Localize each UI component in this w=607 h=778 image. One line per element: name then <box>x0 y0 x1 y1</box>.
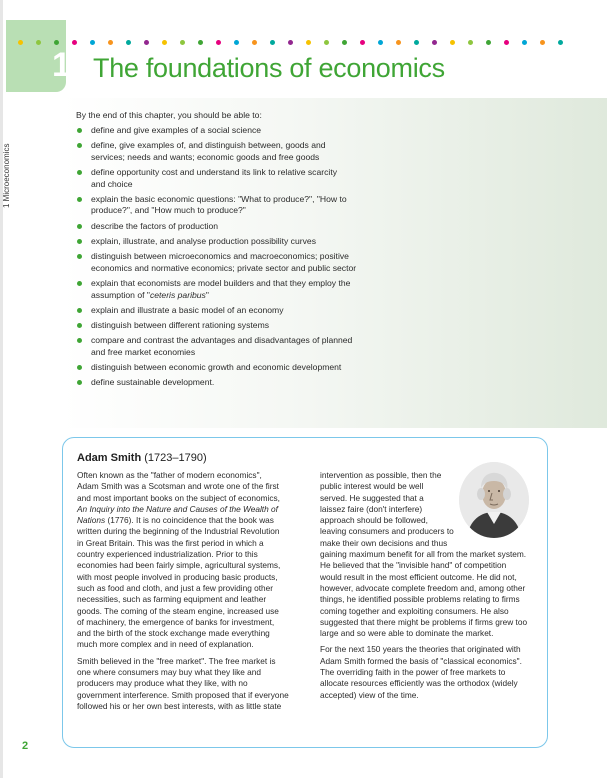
biography-line: The overriding faith in the power of free markets to <box>320 667 506 678</box>
biography-line: Often known as the "father of modern economics", <box>77 470 262 480</box>
objective-item <box>76 125 376 137</box>
bullet-icon <box>77 239 82 244</box>
biography-line: coming together and exploiting consumers. He also <box>320 605 509 616</box>
objective-line: explain the basic economic questions: "What to produce?", "How to <box>91 193 347 204</box>
objective-line: compare and contrast the advantages and disadvantages of planned <box>91 335 353 346</box>
objective-item <box>76 194 376 217</box>
learning-objectives <box>76 110 376 393</box>
decorative-dot <box>288 40 293 45</box>
decorative-dot <box>108 40 113 45</box>
objective-item <box>76 362 376 374</box>
biography-line: things, he identified possible problems relating to firms <box>320 594 520 605</box>
objective-line: describe the factors of production <box>91 220 219 231</box>
biography-line: would result in the most efficient outcome. He did not, <box>320 571 517 582</box>
decorative-dot <box>198 40 203 45</box>
portrait-illustration <box>459 462 529 538</box>
biography-line: such as food and cloth, and just a few providing other <box>77 582 274 593</box>
objective-line: produce?", and "How much to produce?" <box>91 205 246 216</box>
biography-dates: (1723–1790) <box>144 452 207 464</box>
biography-line: written during the beginning of the Industrial Revolution <box>77 526 280 537</box>
decorative-dot <box>468 40 473 45</box>
decorative-dot <box>216 40 221 45</box>
objective-item <box>76 320 376 332</box>
objective-item <box>76 251 376 274</box>
decorative-dot <box>90 40 95 45</box>
biography-line: much more complex and in need of explanation. <box>77 639 254 650</box>
decorative-dot <box>360 40 365 45</box>
biography-line: Nations (1776). It is no coincidence that the book was <box>77 515 274 526</box>
objective-item <box>76 377 376 389</box>
decorative-dot <box>306 40 311 45</box>
decorative-dot <box>180 40 185 45</box>
objective-line: distinguish between different rationing systems <box>91 320 270 331</box>
decorative-dot <box>504 40 509 45</box>
biography-line: served. He suggested that a <box>320 492 424 503</box>
bullet-icon <box>77 365 82 370</box>
decorative-dot <box>36 40 41 45</box>
biography-line: make their own decisions and thus <box>320 537 448 548</box>
bullet-icon <box>77 308 82 313</box>
decorative-dot <box>522 40 527 45</box>
bullet-icon <box>77 380 82 385</box>
biography-line: large and so were able to dominate the market. <box>320 628 494 639</box>
objective-line: assumption of "ceteris paribus" <box>91 289 209 300</box>
objective-line: define opportunity cost and understand its link to relative scarcity <box>91 166 338 177</box>
objective-line: explain and illustrate a basic model of an economy <box>91 304 284 315</box>
bullet-icon <box>77 224 82 229</box>
biography-line: necessities, such as farming equipment and leather <box>77 594 267 605</box>
biography-line: in Great Britain. This was the first period in which a <box>77 537 264 548</box>
biography-line: with most people involved in producing basic products, <box>77 571 278 582</box>
decorative-dot <box>162 40 167 45</box>
decorative-dot <box>450 40 455 45</box>
decorative-dot <box>396 40 401 45</box>
biography-line: country experienced industrialization. Prior to this <box>77 549 258 560</box>
adam-smith-portrait <box>459 462 529 538</box>
decorative-dot <box>270 40 275 45</box>
biography-line: one where consumers may buy what they like and <box>77 667 262 678</box>
biography-line: Adam Smith formed the basis of "classical economics". <box>320 655 522 666</box>
decorative-dot <box>486 40 491 45</box>
decorative-dot <box>378 40 383 45</box>
objective-line: define and give examples of a social science <box>91 124 262 135</box>
decorative-dot-row <box>18 40 578 46</box>
biography-line: government interference. Smith proposed that if everyone <box>77 689 289 700</box>
biography-line: suggested that there might be problems if firms grew too <box>320 616 528 627</box>
page-number: 2 <box>22 740 29 752</box>
bullet-icon <box>77 170 82 175</box>
biography-line: producers may produce what they like, with no <box>77 678 248 689</box>
decorative-dot <box>144 40 149 45</box>
chapter-number: 1 <box>52 46 71 84</box>
biography-line: of machinery, the emergence of banks for investment, <box>77 616 275 627</box>
bullet-icon <box>77 128 82 133</box>
biography-line: An Inquiry into the Nature and Causes of the Wealth of <box>77 503 278 514</box>
bullet-icon <box>77 197 82 202</box>
biography-line: gaining maximum benefit for all from the market system. <box>320 549 527 560</box>
objective-line: and free market economies <box>91 346 196 357</box>
page-edge <box>0 0 3 778</box>
biography-left-column <box>77 470 309 717</box>
decorative-dot <box>540 40 545 45</box>
objective-line: explain that economists are model builders and that they employ the <box>91 277 351 288</box>
decorative-dot <box>414 40 419 45</box>
biography-line: goods. The coming of the steam engine, increased use <box>77 605 279 616</box>
bullet-icon <box>77 338 82 343</box>
decorative-dot <box>558 40 563 45</box>
biography-paragraph <box>320 644 542 700</box>
decorative-dot <box>432 40 437 45</box>
bullet-icon <box>77 323 82 328</box>
objective-line: distinguish between economic growth and economic development <box>91 362 342 373</box>
objective-line: distinguish between microeconomics and macroeconomics; positive <box>91 251 349 262</box>
objective-line: economics and normative economics; private sector and public sector <box>91 262 357 273</box>
biography-line: and most important books on the subject of economics, <box>77 492 280 503</box>
objectives-list <box>76 125 376 389</box>
decorative-dot <box>72 40 77 45</box>
biography-paragraph <box>77 470 309 651</box>
biography-line: and the birth of the stock exchange made everything <box>77 628 270 639</box>
decorative-dot <box>18 40 23 45</box>
objective-item <box>76 335 376 358</box>
objectives-intro: By the end of this chapter, you should be able to: <box>76 110 262 120</box>
objective-item <box>76 167 376 190</box>
objective-item <box>76 305 376 317</box>
decorative-dot <box>324 40 329 45</box>
decorative-dot <box>126 40 131 45</box>
objective-line: explain, illustrate, and analyse production possibility curves <box>91 235 316 246</box>
biography-line: intervention as possible, then the <box>320 470 442 480</box>
decorative-dot <box>342 40 347 45</box>
objective-item <box>76 236 376 248</box>
decorative-dot <box>252 40 257 45</box>
bullet-icon <box>77 281 82 286</box>
biography-line: approach should be followed, <box>320 515 428 526</box>
side-label-text: 1 Microeconomics <box>2 143 11 208</box>
objective-line: and choice <box>91 178 133 189</box>
biography-line: leaving consumers and producers to <box>320 526 454 537</box>
biography-line: economies had been fairly simple, agricultural systems, <box>77 560 281 571</box>
biography-heading <box>77 452 207 464</box>
chapter-title: The foundations of economics <box>93 53 445 83</box>
objective-line: define sustainable development. <box>91 377 215 388</box>
decorative-dot <box>54 40 59 45</box>
bullet-icon <box>77 254 82 259</box>
objective-item <box>76 278 376 301</box>
biography-line: Smith believed in the "free market". The free market is <box>77 655 276 666</box>
biography-line: laissez faire (don't interfere) <box>320 503 423 514</box>
biography-line: followed his or her own best interests, with as little state <box>77 700 282 711</box>
objective-line: define, give examples of, and distinguish between, goods and <box>91 139 326 150</box>
biography-line: He believed that the "invisible hand" of competition <box>320 560 507 571</box>
biography-line: accepted) view of the time. <box>320 689 419 700</box>
bullet-icon <box>77 143 82 148</box>
objective-line: services; needs and wants; economic goods and free goods <box>91 151 320 162</box>
decorative-dot <box>234 40 239 45</box>
biography-line: public interest would be well <box>320 481 424 492</box>
biography-line: allocate resources efficiently was the orthodox (widely <box>320 678 518 689</box>
biography-line: Adam Smith was a Scotsman and wrote one of the first <box>77 481 279 492</box>
objective-item <box>76 221 376 233</box>
biography-name: Adam Smith <box>77 452 142 464</box>
biography-line: For the next 150 years the theories that originated with <box>320 644 521 655</box>
biography-line: however, advocate complete freedom and, among other <box>320 582 526 593</box>
objective-item <box>76 140 376 163</box>
biography-paragraph <box>77 656 309 712</box>
